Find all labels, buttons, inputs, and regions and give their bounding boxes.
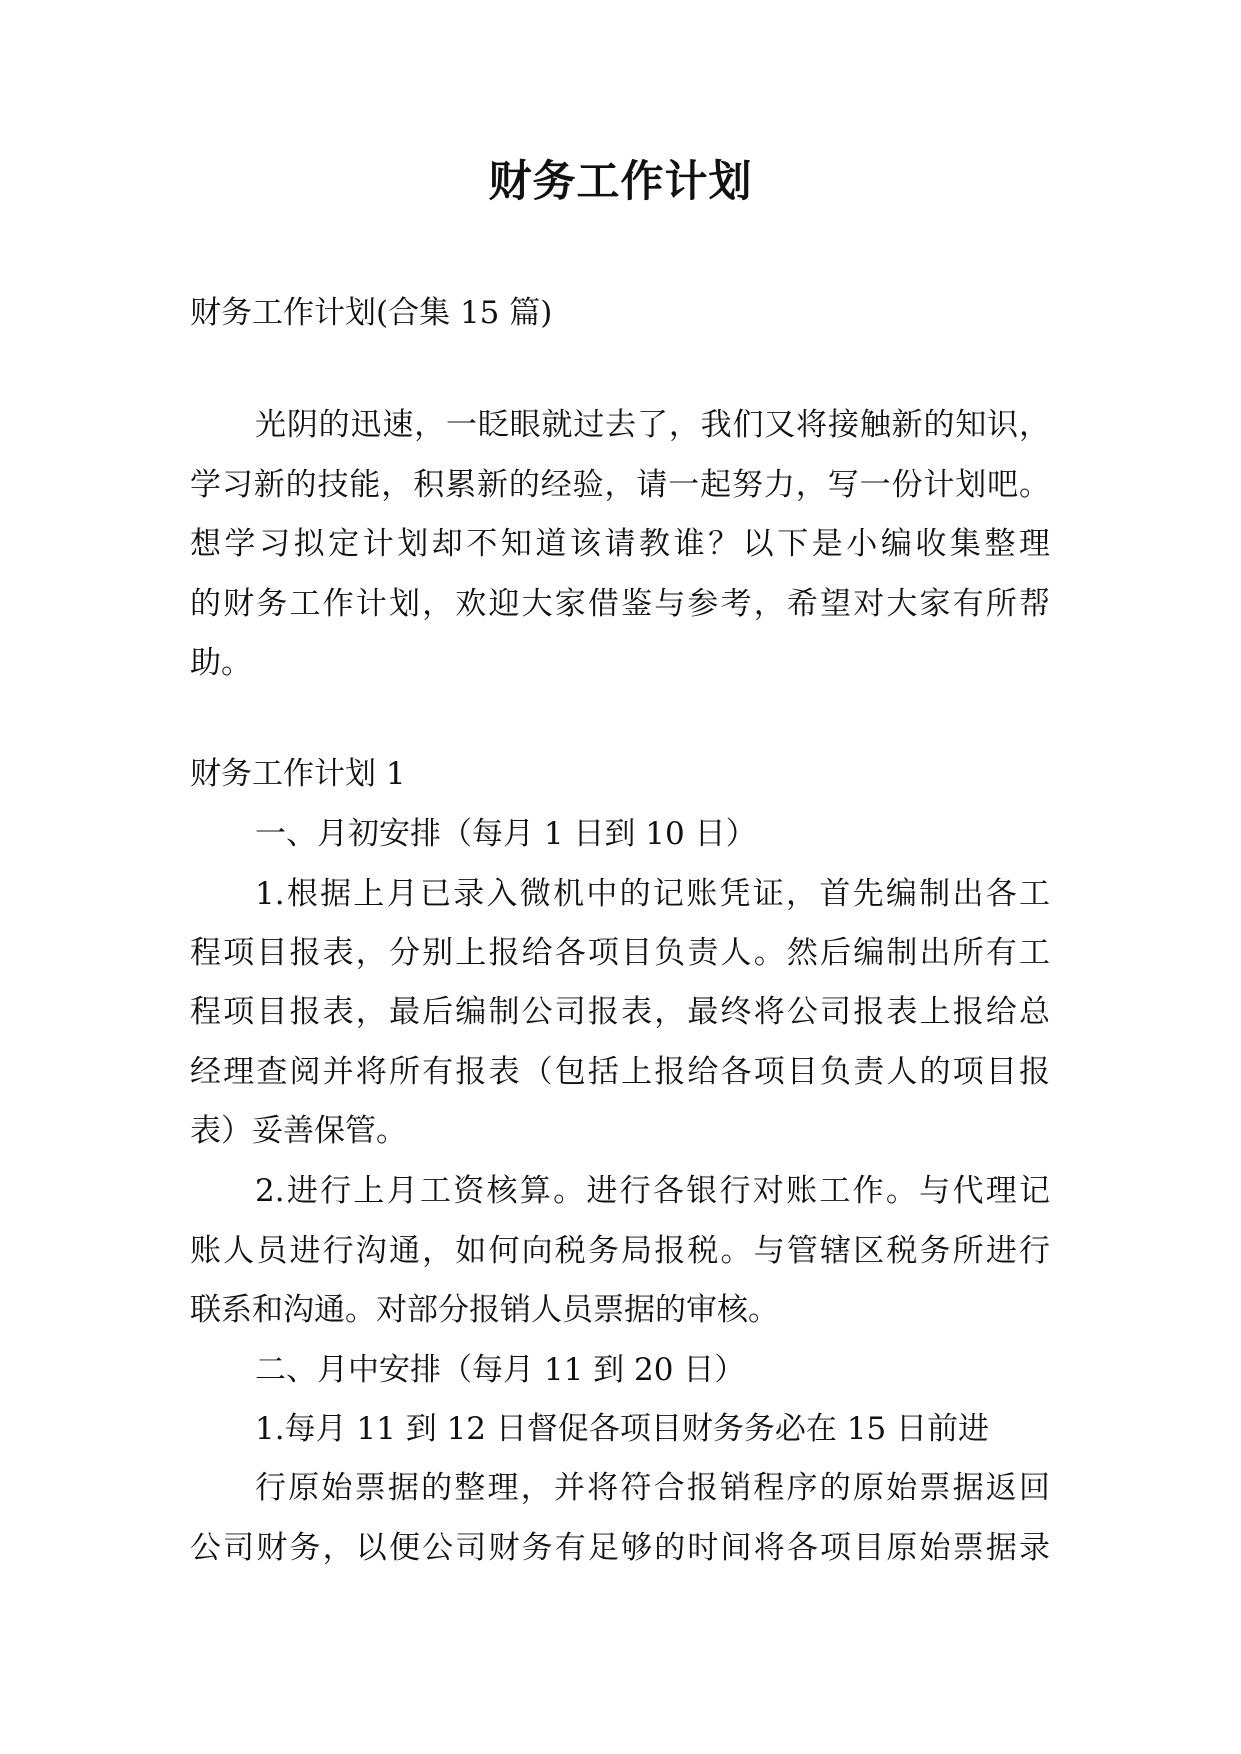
item-line: 程项目报表，最后编制公司报表，最终将公司报表上报给总 (190, 994, 1050, 1030)
continuation-line: 行原始票据的整理，并将符合报销程序的原始票据返回 (255, 1470, 1050, 1506)
item-line: 经理查阅并将所有报表（包括上报给各项目负责人的项目报 (190, 1054, 1050, 1090)
item-line: 程项目报表，分别上报给各项目负责人。然后编制出所有工 (190, 935, 1050, 971)
item-line: 1.每月 11 到 12 日督促各项目财务务必在 15 日前进 (255, 1411, 990, 1447)
item-line: 表）妥善保管。 (190, 1113, 407, 1149)
section-heading: 财务工作计划 1 (190, 756, 406, 792)
document-subtitle: 财务工作计划(合集 15 篇) (190, 295, 553, 331)
part-heading: 二、月中安排（每月 11 到 20 日） (255, 1352, 746, 1388)
document-title: 财务工作计划 (488, 157, 753, 207)
intro-line: 想学习拟定计划却不知道该请教谁？以下是小编收集整理 (190, 526, 1050, 562)
intro-line: 学习新的技能，积累新的经验，请一起努力，写一份计划吧。 (190, 467, 1050, 503)
item-line: 联系和沟通。对部分报销人员票据的审核。 (190, 1292, 779, 1328)
continuation-line: 公司财务，以便公司财务有足够的时间将各项目原始票据录 (190, 1530, 1050, 1566)
intro-line: 助。 (190, 645, 252, 681)
part-heading: 一、月初安排（每月 1 日到 10 日） (255, 816, 757, 852)
intro-line: 的财务工作计划，欢迎大家借鉴与参考，希望对大家有所帮 (190, 586, 1050, 622)
item-line: 账人员进行沟通，如何向税务局报税。与管辖区税务所进行 (190, 1233, 1050, 1269)
item-line: 2.进行上月工资核算。进行各银行对账工作。与代理记 (255, 1173, 1050, 1209)
intro-line: 光阴的迅速，一眨眼就过去了，我们又将接触新的知识， (255, 407, 1050, 443)
item-line: 1.根据上月已录入微机中的记账凭证，首先编制出各工 (255, 876, 1050, 912)
